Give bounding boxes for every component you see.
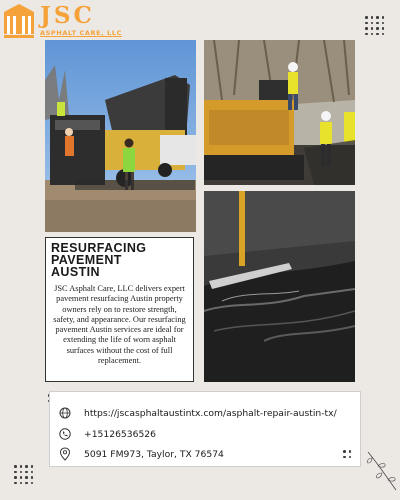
paver-operator-photo bbox=[204, 40, 355, 185]
paving-crew-photo bbox=[45, 40, 196, 232]
phone-number[interactable]: +15126536526 bbox=[84, 428, 156, 440]
brand-subtitle: ASPHALT CARE, LLC bbox=[40, 29, 122, 37]
globe-icon bbox=[58, 406, 72, 420]
map-pin-icon bbox=[58, 447, 72, 461]
website-row[interactable] bbox=[58, 406, 337, 420]
phone-row[interactable] bbox=[58, 427, 156, 441]
phone-icon bbox=[58, 427, 72, 441]
address-row[interactable] bbox=[58, 447, 224, 461]
website-link[interactable]: https://jscasphaltaustintx.com/asphalt-repair-austin-tx/ bbox=[84, 407, 337, 419]
decorative-dots bbox=[365, 16, 384, 35]
brand-name: JSC bbox=[40, 2, 95, 29]
description-text: JSC Asphalt Care, LLC delivers expert pavement resurfacing Austin property owners rely on to restore strength, safety, and appearance. Our resurfacing pavement Austin services are ideal for extending the life of worn asphalt surfaces without the cost of full replacement. bbox=[53, 284, 186, 366]
contact-card bbox=[49, 391, 361, 467]
address-text[interactable]: 5091 FM973, Taylor, TX 76574 bbox=[84, 448, 224, 460]
heading-line: RESURFACING bbox=[51, 241, 147, 255]
plant-sprig-icon bbox=[364, 448, 398, 492]
paving-roller-logo-icon bbox=[2, 2, 36, 40]
section-heading bbox=[51, 242, 188, 278]
heading-line: PAVEMENT bbox=[51, 253, 122, 267]
brand-logo[interactable] bbox=[2, 2, 122, 40]
fresh-asphalt-photo bbox=[204, 191, 355, 382]
heading-line: AUSTIN bbox=[51, 265, 100, 279]
decorative-dots bbox=[343, 450, 351, 458]
info-card bbox=[45, 237, 194, 382]
decorative-dots bbox=[14, 465, 33, 484]
